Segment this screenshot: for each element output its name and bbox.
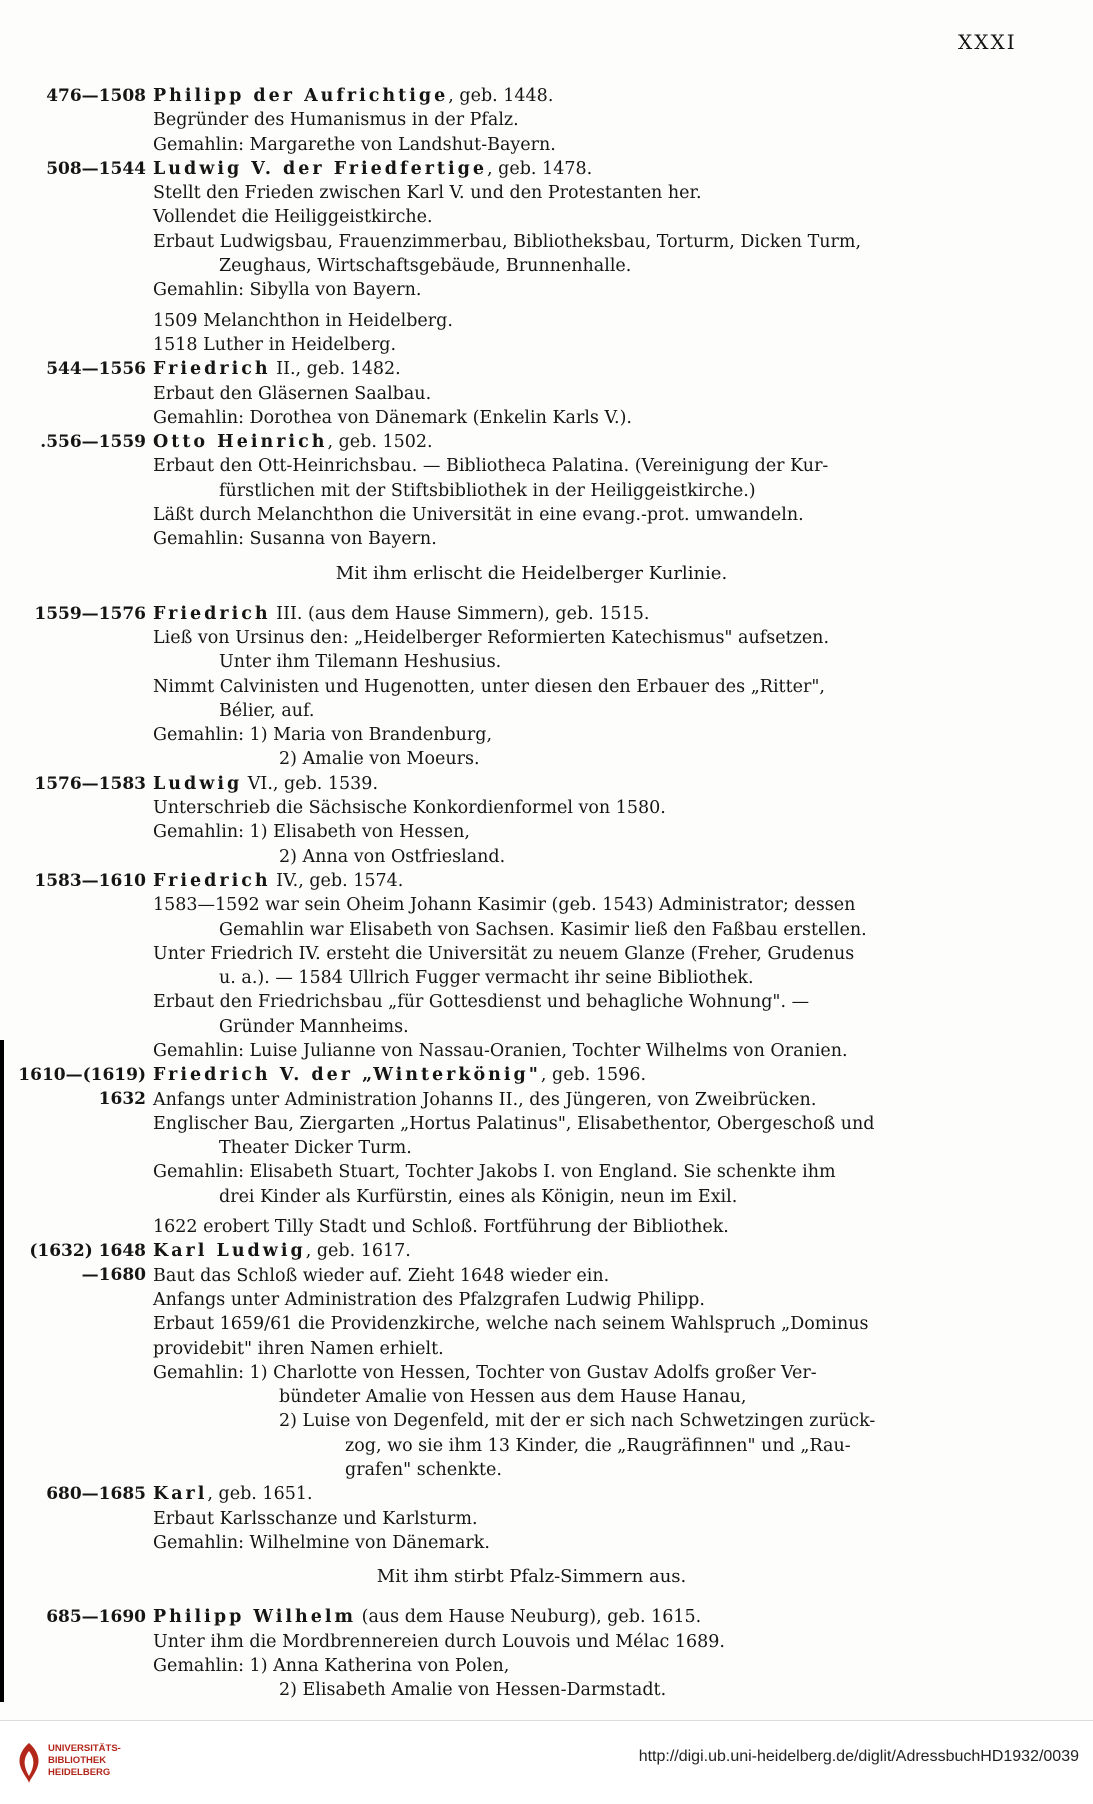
entry-line	[153, 1136, 1023, 1160]
line-text: Unter ihm die Mordbrennereien durch Louvois und Mélac 1689.	[153, 1631, 725, 1652]
line-text: 2) Amalie von Moeurs.	[279, 749, 480, 770]
entry-line	[153, 1337, 1023, 1361]
entry-line	[153, 1385, 1023, 1409]
ruler-entry	[0, 869, 1093, 1063]
ruler-entry	[0, 157, 1093, 357]
ruler-heading	[153, 157, 1023, 181]
footer-bar	[0, 1720, 1093, 1804]
entry-line	[153, 820, 1023, 844]
entry-line	[153, 1361, 1023, 1385]
line-text: 2) Anna von Ostfriesland.	[279, 846, 506, 867]
line-text: Gemahlin: 1) Maria von Brandenburg,	[153, 725, 493, 746]
reign-dates: 1576—1583	[34, 773, 146, 794]
line-text: Ließ von Ursinus den: „Heidelberger Reformierten Katechismus" aufsetzen.	[153, 627, 830, 648]
entry-line	[153, 1088, 1023, 1112]
entry-line	[153, 747, 1023, 771]
line-text: Erbaut den Gläsernen Saalbau.	[153, 383, 432, 404]
ruler-entry	[0, 602, 1093, 772]
line-text: Läßt durch Melanchthon die Universität in eine evang.-prot. umwandeln.	[153, 505, 804, 526]
line-text: Gemahlin: Wilhelmine von Dänemark.	[153, 1532, 490, 1553]
ruler-name: Karl	[153, 1484, 208, 1505]
entry-line	[153, 230, 1023, 254]
entry-line	[153, 108, 1023, 132]
ruler-heading	[153, 430, 1023, 454]
line-text: 1509 Melanchthon in Heidelberg.	[153, 310, 453, 331]
line-text: (aus dem Hause Neuburg), geb. 1615.	[356, 1607, 702, 1628]
logo-text-line: BIBLIOTHEK	[48, 1755, 107, 1766]
entry-line	[153, 675, 1023, 699]
line-text: II., geb. 1482.	[270, 359, 401, 380]
page-number: XXXI	[958, 30, 1017, 54]
entry-line	[153, 1185, 1023, 1209]
entry-line	[153, 723, 1023, 747]
line-text: Stellt den Frieden zwischen Karl V. und den Protestanten her.	[153, 183, 702, 204]
ruler-heading	[153, 602, 1023, 626]
entry-line	[153, 1409, 1023, 1433]
ruler-entry	[0, 1605, 1093, 1702]
line-text: providebit" ihren Namen erhielt.	[153, 1338, 444, 1359]
entry-line	[153, 333, 1023, 357]
line-text: Gründer Mannheims.	[219, 1016, 409, 1037]
line-text: 1622 erobert Tilly Stadt und Schloß. Fortführung der Bibliothek.	[153, 1217, 729, 1238]
source-url[interactable]: http://digi.ub.uni-heidelberg.de/diglit/AdressbuchHD1932/0039	[638, 1748, 1079, 1765]
line-text: Nimmt Calvinisten und Hugenotten, unter diesen den Erbauer des „Ritter",	[153, 676, 825, 697]
line-text: 1518 Luther in Heidelberg.	[153, 334, 397, 355]
line-text: drei Kinder als Kurfürstin, eines als Königin, neun im Exil.	[219, 1186, 738, 1207]
line-text: Theater Dicker Turm.	[219, 1138, 412, 1159]
line-text: Zeughaus, Wirtschaftsgebäude, Brunnenhalle.	[219, 256, 632, 277]
reign-dates: 1583—1610	[34, 870, 146, 891]
line-text: , geb. 1502.	[327, 432, 433, 453]
reign-dates: 508—1544	[46, 158, 146, 179]
entry-line	[153, 1312, 1023, 1336]
ruler-heading	[153, 772, 1023, 796]
line-text: Gemahlin: Sibylla von Bayern.	[153, 280, 422, 301]
entry-line	[153, 1215, 1023, 1239]
entry-line	[153, 893, 1023, 917]
entry-line	[153, 1112, 1023, 1136]
ruler-name: Friedrich V. der „Winterkönig"	[153, 1065, 541, 1086]
ruler-heading	[153, 1605, 1023, 1629]
line-text: zog, wo sie ihm 13 Kinder, die „Raugräfinnen" und „Rau-	[345, 1435, 851, 1456]
entry-line	[153, 454, 1023, 478]
ruler-name: Friedrich	[153, 870, 271, 891]
line-text: Anfangs unter Administration des Pfalzgrafen Ludwig Philipp.	[153, 1289, 705, 1310]
section-note: Mit ihm erlischt die Heidelberger Kurlinie.	[335, 562, 728, 584]
ruler-name: Karl Ludwig	[153, 1241, 306, 1262]
ruler-entry	[0, 772, 1093, 869]
library-name	[48, 1743, 121, 1779]
entry-line	[153, 1288, 1023, 1312]
entry-line	[153, 254, 1023, 278]
entry-line	[153, 990, 1023, 1014]
line-text: Gemahlin: Dorothea von Dänemark (Enkelin Karls V.).	[153, 407, 632, 428]
logo-text-line: HEIDELBERG	[48, 1767, 111, 1778]
ruler-name: Philipp Wilhelm	[153, 1607, 357, 1628]
entry-line	[153, 1531, 1023, 1555]
line-text: Gemahlin: Luise Julianne von Nassau-Oranien, Tochter Wilhelms von Oranien.	[153, 1040, 848, 1061]
ruler-entry	[0, 430, 1093, 551]
ruler-name: Ludwig V. der Friedfertige	[153, 158, 488, 179]
reign-dates: 544—1556	[46, 359, 146, 380]
line-text: grafen" schenkte.	[345, 1460, 502, 1481]
entry-line	[153, 1039, 1023, 1063]
entry-line	[153, 479, 1023, 503]
entry-line	[153, 942, 1023, 966]
line-text: , geb. 1617.	[305, 1241, 411, 1262]
line-text: Erbaut Karlsschanze und Karlsturm.	[153, 1508, 478, 1529]
line-text: 2) Luise von Degenfeld, mit der er sich nach Schwetzingen zurück-	[279, 1411, 876, 1432]
library-seal-icon	[14, 1741, 44, 1785]
reign-dates: 476—1508	[46, 86, 146, 106]
line-text: Gemahlin: Margarethe von Landshut-Bayern.	[153, 134, 556, 155]
section-note: Mit ihm stirbt Pfalz-Simmern aus.	[376, 1566, 687, 1588]
entry-line	[153, 503, 1023, 527]
reign-dates: 1610—(1619) 1632	[18, 1065, 146, 1110]
entry-line	[153, 699, 1023, 723]
entry-line	[153, 1678, 1023, 1702]
line-text: Gemahlin war Elisabeth von Sachsen. Kasimir ließ den Faßbau erstellen.	[219, 919, 867, 940]
logo-text-line: UNIVERSITÄTS-	[48, 1743, 121, 1754]
line-text: Gemahlin: Elisabeth Stuart, Tochter Jakobs I. von England. Sie schenkte ihm	[153, 1162, 836, 1183]
ruler-entry	[0, 357, 1093, 430]
library-logo[interactable]	[14, 1741, 121, 1791]
ruler-heading	[153, 357, 1023, 381]
line-text: , geb. 1478.	[487, 158, 593, 179]
ruler-heading	[153, 1063, 1023, 1087]
line-text: Bélier, auf.	[219, 700, 315, 721]
ruler-name: Philipp der Aufrichtige	[153, 86, 449, 106]
reign-dates: 685—1690	[46, 1607, 146, 1628]
ruler-name: Friedrich	[153, 603, 271, 624]
entry-line	[153, 1434, 1023, 1458]
line-text: IV., geb. 1574.	[270, 870, 404, 891]
entry-line	[153, 1630, 1023, 1654]
entry-line	[153, 278, 1023, 302]
line-text: Gemahlin: Susanna von Bayern.	[153, 529, 437, 550]
entry-line	[153, 845, 1023, 869]
entry-line	[153, 1160, 1023, 1184]
entry-line	[153, 1458, 1023, 1482]
entry-line	[153, 181, 1023, 205]
ruler-name: Otto Heinrich	[153, 432, 328, 453]
line-text: bündeter Amalie von Hessen aus dem Hause Hanau,	[279, 1387, 747, 1408]
line-text: Gemahlin: 1) Charlotte von Hessen, Tochter von Gustav Adolfs großer Ver-	[153, 1362, 817, 1383]
ruler-heading	[153, 869, 1023, 893]
line-text: , geb. 1448.	[448, 86, 554, 106]
line-text: VI., geb. 1539.	[242, 773, 379, 794]
line-text: u. a.). — 1584 Ullrich Fugger vermacht ihr seine Bibliothek.	[219, 968, 754, 989]
reign-dates: 680—1685	[46, 1484, 146, 1505]
ruler-heading	[153, 84, 1023, 108]
entry-line	[153, 796, 1023, 820]
line-text: Gemahlin: 1) Anna Katherina von Polen,	[153, 1655, 510, 1676]
ruler-name: Ludwig	[153, 773, 243, 794]
line-text: Vollendet die Heiliggeistkirche.	[153, 207, 433, 228]
ruler-heading	[153, 1482, 1023, 1506]
line-text: Erbaut Ludwigsbau, Frauenzimmerbau, Bibliotheksbau, Torturm, Dicken Turm,	[153, 231, 862, 252]
reign-dates: 1559—1576	[34, 603, 146, 624]
ruler-entry	[0, 1063, 1093, 1239]
entry-line	[153, 650, 1023, 674]
line-text: , geb. 1651.	[207, 1484, 313, 1505]
line-text: III. (aus dem Hause Simmern), geb. 1515.	[270, 603, 650, 624]
line-text: Baut das Schloß wieder auf. Zieht 1648 wieder ein.	[153, 1265, 610, 1286]
line-text: fürstlichen mit der Stiftsbibliothek in der Heiliggeistkirche.)	[219, 480, 756, 501]
entry-line	[153, 1264, 1023, 1288]
entry-line	[153, 1654, 1023, 1678]
line-text: Gemahlin: 1) Elisabeth von Hessen,	[153, 822, 470, 843]
entry-line	[153, 382, 1023, 406]
entry-line	[153, 406, 1023, 430]
line-text: Begründer des Humanismus in der Pfalz.	[153, 110, 519, 131]
line-text: Unter Friedrich IV. ersteht die Universität zu neuem Glanze (Freher, Grudenus	[153, 943, 855, 964]
line-text: , geb. 1596.	[540, 1065, 647, 1086]
reign-dates: .556—1559	[40, 432, 146, 453]
line-text: 2) Elisabeth Amalie von Hessen-Darmstadt.	[279, 1680, 667, 1701]
line-text: Erbaut 1659/61 die Providenzkirche, welche nach seinem Wahlspruch „Dominus	[153, 1314, 869, 1335]
line-text: Englischer Bau, Ziergarten „Hortus Palatinus", Elisabethentor, Obergeschoß und	[153, 1113, 875, 1134]
ruler-list	[0, 84, 1093, 1702]
entry-line	[153, 133, 1023, 157]
entry-line	[153, 1507, 1023, 1531]
line-text: Anfangs unter Administration Johanns II., des Jüngeren, von Zweibrücken.	[153, 1089, 817, 1110]
entry-line	[153, 966, 1023, 990]
line-text: Erbaut den Ott-Heinrichsbau. — Bibliotheca Palatina. (Vereinigung der Kur-	[153, 456, 829, 477]
ruler-name: Friedrich	[153, 359, 271, 380]
ruler-entry	[0, 1482, 1093, 1555]
entry-line	[153, 918, 1023, 942]
line-text: 1583—1592 war sein Oheim Johann Kasimir (geb. 1543) Administrator; dessen	[153, 895, 856, 916]
entry-line	[153, 309, 1023, 333]
line-text: Unterschrieb die Sächsische Konkordienformel von 1580.	[153, 798, 666, 819]
entry-line	[153, 205, 1023, 229]
reign-dates: (1632) 1648 —1680	[29, 1241, 146, 1286]
entry-line	[153, 527, 1023, 551]
line-text: Unter ihm Tilemann Heshusius.	[219, 652, 502, 673]
line-text: Erbaut den Friedrichsbau „für Gottesdienst und behagliche Wohnung". —	[153, 992, 810, 1013]
entry-line	[153, 1015, 1023, 1039]
ruler-heading	[153, 1239, 1023, 1263]
ruler-entry	[0, 1239, 1093, 1482]
entry-line	[153, 626, 1023, 650]
ruler-entry	[0, 84, 1093, 157]
